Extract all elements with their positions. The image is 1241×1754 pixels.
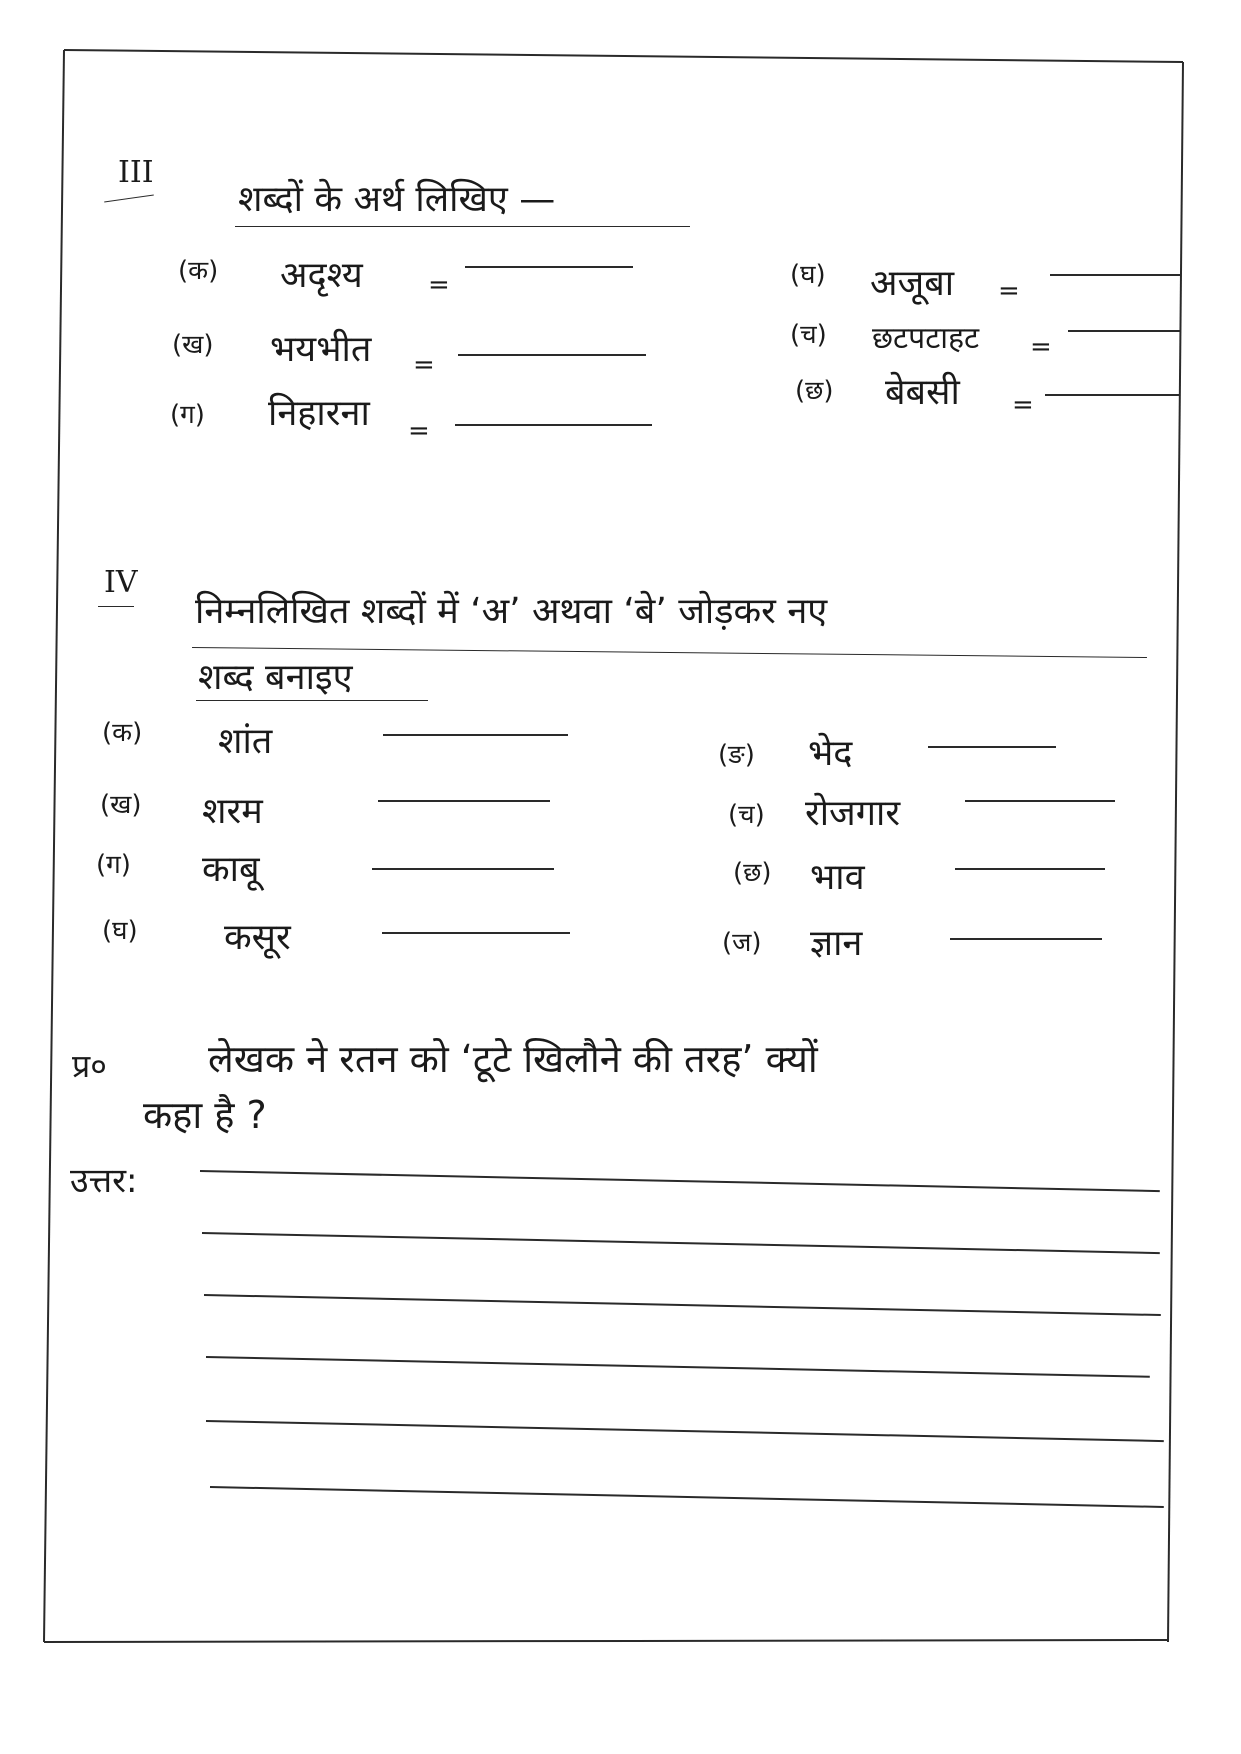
s4-item-word-cha: रोजगार bbox=[805, 793, 901, 834]
s4-answer-line-ka[interactable] bbox=[383, 734, 568, 736]
s4-item-label-ja: (ज) bbox=[722, 928, 762, 958]
s4-item-word-ja: ज्ञान bbox=[810, 923, 863, 964]
answer-line-5[interactable] bbox=[206, 1420, 1164, 1442]
s3-item-label-ka: (क) bbox=[178, 256, 219, 286]
section-4-title-underline-2 bbox=[196, 700, 428, 701]
s3-answer-line-gha[interactable] bbox=[1050, 274, 1180, 276]
answer-line-4[interactable] bbox=[206, 1356, 1150, 1378]
answer-line-2[interactable] bbox=[202, 1232, 1160, 1254]
s3-item-eq-ga: = bbox=[408, 416, 430, 446]
section-4-title-line-2: शब्द बनाइए bbox=[198, 657, 353, 698]
s3-item-eq-ka: = bbox=[428, 270, 450, 300]
s3-item-label-kha: (ख) bbox=[172, 330, 214, 360]
question-text-line-2: कहा है ? bbox=[143, 1093, 267, 1137]
s4-item-word-ka: शांत bbox=[218, 721, 273, 762]
answer-line-1[interactable] bbox=[200, 1170, 1160, 1192]
s3-item-word-cha: छटपटाहट bbox=[872, 321, 980, 356]
answer-line-3[interactable] bbox=[204, 1294, 1161, 1316]
s3-item-word-gha: अजूबा bbox=[870, 263, 955, 304]
section-3-title-underline bbox=[235, 226, 690, 227]
s3-item-label-cha: (च) bbox=[790, 320, 827, 350]
s3-item-eq-kha: = bbox=[413, 350, 435, 380]
section-3-number-underline bbox=[104, 195, 154, 203]
s3-answer-line-ga[interactable] bbox=[455, 424, 652, 426]
s4-item-label-chha: (छ) bbox=[733, 858, 772, 888]
s4-answer-line-ga[interactable] bbox=[372, 868, 554, 870]
s3-item-eq-chha: = bbox=[1012, 390, 1034, 420]
s3-answer-line-kha[interactable] bbox=[458, 354, 646, 356]
s4-item-word-ga: काबू bbox=[202, 849, 260, 890]
s4-answer-line-chha[interactable] bbox=[955, 868, 1105, 870]
section-3-number: III bbox=[118, 155, 154, 190]
s3-item-label-chha: (छ) bbox=[795, 376, 834, 406]
s3-item-label-gha: (घ) bbox=[790, 260, 826, 290]
section-4-number: IV bbox=[104, 565, 138, 600]
s4-item-label-cha: (च) bbox=[728, 800, 765, 830]
answer-label: उत्तर: bbox=[70, 1161, 138, 1201]
s4-item-label-ka: (क) bbox=[102, 718, 143, 748]
s4-item-label-nga: (ङ) bbox=[718, 740, 755, 770]
s4-item-word-chha: भाव bbox=[810, 857, 865, 898]
s4-item-label-ga: (ग) bbox=[96, 850, 131, 880]
s3-answer-line-ka[interactable] bbox=[465, 266, 633, 268]
s4-answer-line-cha[interactable] bbox=[965, 800, 1115, 802]
s4-answer-line-kha[interactable] bbox=[378, 800, 550, 802]
s3-item-label-ga: (ग) bbox=[170, 400, 205, 430]
section-3-title: शब्दों के अर्थ लिखिए — bbox=[238, 179, 556, 220]
s3-answer-line-chha[interactable] bbox=[1045, 394, 1180, 396]
s3-item-word-kha: भयभीत bbox=[270, 329, 372, 370]
question-number: प्र० bbox=[72, 1047, 107, 1085]
answer-line-6[interactable] bbox=[210, 1486, 1164, 1508]
s4-item-word-nga: भेद bbox=[808, 733, 853, 774]
s3-item-word-ga: निहारना bbox=[268, 393, 370, 434]
s3-item-eq-cha: = bbox=[1030, 332, 1052, 362]
s4-answer-line-nga[interactable] bbox=[928, 746, 1056, 748]
s4-item-label-gha: (घ) bbox=[102, 916, 138, 946]
s4-item-word-gha: कसूर bbox=[224, 917, 291, 958]
s4-item-label-kha: (ख) bbox=[100, 790, 142, 820]
s4-item-word-kha: शरम bbox=[202, 791, 263, 832]
question-text-line-1: लेखक ने रतन को ‘टूटे खिलौने की तरह’ क्यों bbox=[208, 1037, 818, 1081]
s3-item-word-chha: बेबसी bbox=[885, 372, 960, 413]
section-4-title-line-1: निम्नलिखित शब्दों में ‘अ’ अथवा ‘बे’ जोड़कर नए bbox=[195, 591, 828, 632]
section-4-number-underline bbox=[98, 606, 134, 607]
s3-item-word-ka: अदृश्य bbox=[280, 255, 363, 296]
s3-answer-line-cha[interactable] bbox=[1068, 330, 1180, 332]
s4-answer-line-ja[interactable] bbox=[950, 938, 1102, 940]
s4-answer-line-gha[interactable] bbox=[382, 932, 570, 934]
s3-item-eq-gha: = bbox=[998, 276, 1020, 306]
